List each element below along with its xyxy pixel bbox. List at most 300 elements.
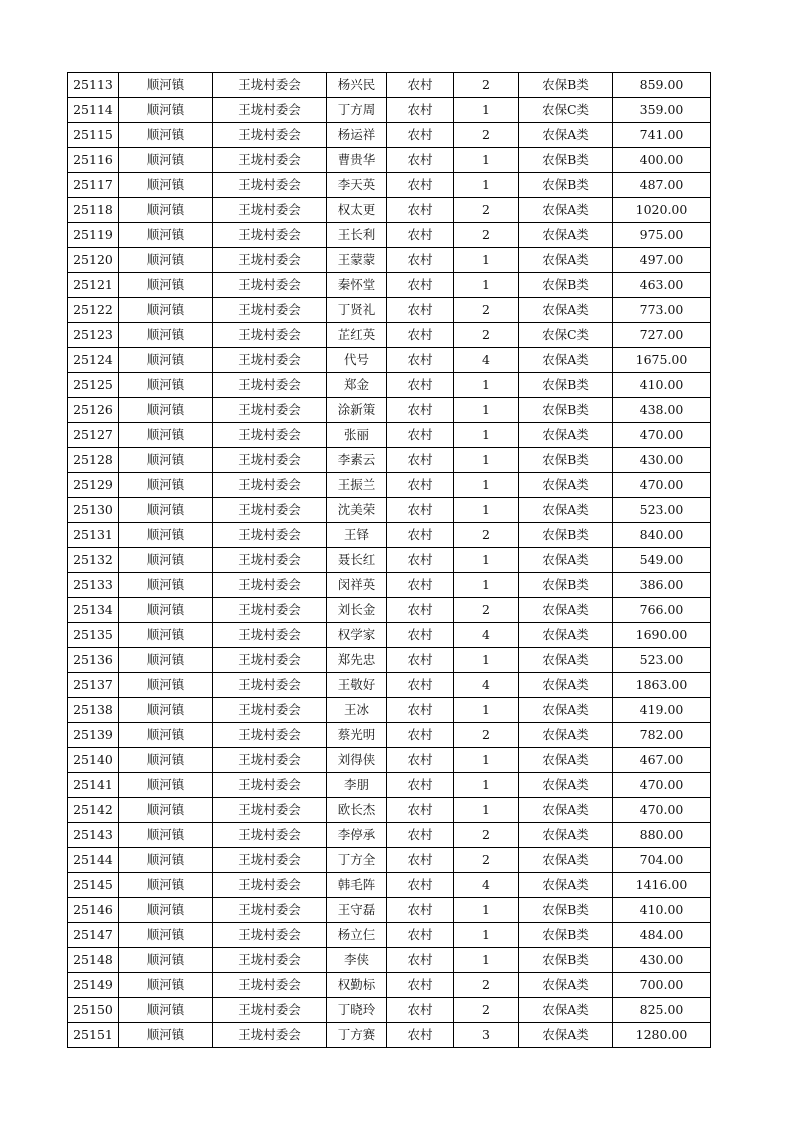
name-cell: 闵祥英 — [327, 573, 387, 598]
name-cell: 王铎 — [327, 523, 387, 548]
table-row — [68, 948, 711, 973]
household-count-cell: 1 — [454, 948, 519, 973]
insurance-category-cell: 农保A类 — [519, 798, 613, 823]
household-count-cell: 1 — [454, 548, 519, 573]
insurance-category-cell: 农保B类 — [519, 398, 613, 423]
amount-cell: 438.00 — [613, 398, 711, 423]
town-cell: 顺河镇 — [119, 1023, 213, 1048]
household-count-cell: 4 — [454, 348, 519, 373]
record-id-cell: 25131 — [68, 523, 119, 548]
area-type-cell: 农村 — [387, 448, 454, 473]
town-cell: 顺河镇 — [119, 398, 213, 423]
household-count-cell: 1 — [454, 748, 519, 773]
area-type-cell: 农村 — [387, 73, 454, 98]
table-row — [68, 573, 711, 598]
record-id-cell: 25121 — [68, 273, 119, 298]
household-count-cell: 4 — [454, 873, 519, 898]
village-committee-cell: 王垅村委会 — [213, 598, 327, 623]
table-row — [68, 348, 711, 373]
name-cell: 欧长杰 — [327, 798, 387, 823]
household-count-cell: 2 — [454, 198, 519, 223]
village-committee-cell: 王垅村委会 — [213, 573, 327, 598]
household-count-cell: 4 — [454, 673, 519, 698]
amount-cell: 1280.00 — [613, 1023, 711, 1048]
amount-cell: 470.00 — [613, 473, 711, 498]
area-type-cell: 农村 — [387, 248, 454, 273]
village-committee-cell: 王垅村委会 — [213, 323, 327, 348]
record-id-cell: 25138 — [68, 698, 119, 723]
area-type-cell: 农村 — [387, 548, 454, 573]
household-count-cell: 1 — [454, 923, 519, 948]
village-committee-cell: 王垅村委会 — [213, 73, 327, 98]
village-committee-cell: 王垅村委会 — [213, 998, 327, 1023]
amount-cell: 700.00 — [613, 973, 711, 998]
village-committee-cell: 王垅村委会 — [213, 798, 327, 823]
insurance-category-cell: 农保A类 — [519, 748, 613, 773]
insurance-category-cell: 农保A类 — [519, 223, 613, 248]
records-table — [67, 72, 711, 1048]
table-row — [68, 973, 711, 998]
record-id-cell: 25119 — [68, 223, 119, 248]
village-committee-cell: 王垅村委会 — [213, 623, 327, 648]
record-id-cell: 25139 — [68, 723, 119, 748]
record-id-cell: 25145 — [68, 873, 119, 898]
village-committee-cell: 王垅村委会 — [213, 373, 327, 398]
household-count-cell: 1 — [454, 248, 519, 273]
village-committee-cell: 王垅村委会 — [213, 1023, 327, 1048]
household-count-cell: 1 — [454, 423, 519, 448]
name-cell: 秦怀堂 — [327, 273, 387, 298]
table-row — [68, 223, 711, 248]
insurance-category-cell: 农保A类 — [519, 723, 613, 748]
household-count-cell: 1 — [454, 273, 519, 298]
household-count-cell: 2 — [454, 998, 519, 1023]
table-row — [68, 498, 711, 523]
amount-cell: 470.00 — [613, 423, 711, 448]
records-body — [68, 73, 711, 1048]
village-committee-cell: 王垅村委会 — [213, 348, 327, 373]
area-type-cell: 农村 — [387, 173, 454, 198]
insurance-category-cell: 农保B类 — [519, 523, 613, 548]
town-cell: 顺河镇 — [119, 173, 213, 198]
insurance-category-cell: 农保A类 — [519, 998, 613, 1023]
area-type-cell: 农村 — [387, 948, 454, 973]
household-count-cell: 1 — [454, 798, 519, 823]
village-committee-cell: 王垅村委会 — [213, 523, 327, 548]
insurance-category-cell: 农保A类 — [519, 473, 613, 498]
household-count-cell: 2 — [454, 848, 519, 873]
table-row — [68, 148, 711, 173]
area-type-cell: 农村 — [387, 98, 454, 123]
name-cell: 王守磊 — [327, 898, 387, 923]
name-cell: 聂长红 — [327, 548, 387, 573]
insurance-category-cell: 农保A类 — [519, 648, 613, 673]
area-type-cell: 农村 — [387, 973, 454, 998]
amount-cell: 463.00 — [613, 273, 711, 298]
record-id-cell: 25144 — [68, 848, 119, 873]
amount-cell: 430.00 — [613, 948, 711, 973]
table-row — [68, 823, 711, 848]
area-type-cell: 农村 — [387, 573, 454, 598]
insurance-category-cell: 农保B类 — [519, 373, 613, 398]
town-cell: 顺河镇 — [119, 298, 213, 323]
record-id-cell: 25122 — [68, 298, 119, 323]
amount-cell: 470.00 — [613, 773, 711, 798]
area-type-cell: 农村 — [387, 648, 454, 673]
record-id-cell: 25133 — [68, 573, 119, 598]
household-count-cell: 1 — [454, 398, 519, 423]
insurance-category-cell: 农保A类 — [519, 848, 613, 873]
amount-cell: 859.00 — [613, 73, 711, 98]
insurance-category-cell: 农保A类 — [519, 873, 613, 898]
name-cell: 王振兰 — [327, 473, 387, 498]
insurance-category-cell: 农保B类 — [519, 73, 613, 98]
amount-cell: 484.00 — [613, 923, 711, 948]
table-row — [68, 898, 711, 923]
insurance-category-cell: 农保B类 — [519, 573, 613, 598]
insurance-category-cell: 农保A类 — [519, 348, 613, 373]
household-count-cell: 1 — [454, 448, 519, 473]
record-id-cell: 25125 — [68, 373, 119, 398]
table-row — [68, 423, 711, 448]
town-cell: 顺河镇 — [119, 248, 213, 273]
area-type-cell: 农村 — [387, 598, 454, 623]
record-id-cell: 25130 — [68, 498, 119, 523]
table-row — [68, 198, 711, 223]
table-row — [68, 123, 711, 148]
name-cell: 李朋 — [327, 773, 387, 798]
name-cell: 王敬好 — [327, 673, 387, 698]
amount-cell: 840.00 — [613, 523, 711, 548]
name-cell: 张丽 — [327, 423, 387, 448]
household-count-cell: 1 — [454, 173, 519, 198]
area-type-cell: 农村 — [387, 873, 454, 898]
area-type-cell: 农村 — [387, 148, 454, 173]
village-committee-cell: 王垅村委会 — [213, 898, 327, 923]
household-count-cell: 2 — [454, 73, 519, 98]
record-id-cell: 25136 — [68, 648, 119, 673]
amount-cell: 741.00 — [613, 123, 711, 148]
area-type-cell: 农村 — [387, 773, 454, 798]
amount-cell: 549.00 — [613, 548, 711, 573]
record-id-cell: 25127 — [68, 423, 119, 448]
village-committee-cell: 王垅村委会 — [213, 698, 327, 723]
name-cell: 沈美荣 — [327, 498, 387, 523]
insurance-category-cell: 农保A类 — [519, 698, 613, 723]
town-cell: 顺河镇 — [119, 423, 213, 448]
area-type-cell: 农村 — [387, 798, 454, 823]
insurance-category-cell: 农保A类 — [519, 623, 613, 648]
insurance-category-cell: 农保A类 — [519, 773, 613, 798]
table-row — [68, 873, 711, 898]
insurance-category-cell: 农保B类 — [519, 148, 613, 173]
amount-cell: 470.00 — [613, 798, 711, 823]
village-committee-cell: 王垅村委会 — [213, 473, 327, 498]
name-cell: 曹贵华 — [327, 148, 387, 173]
village-committee-cell: 王垅村委会 — [213, 198, 327, 223]
town-cell: 顺河镇 — [119, 73, 213, 98]
table-row — [68, 748, 711, 773]
record-id-cell: 25117 — [68, 173, 119, 198]
town-cell: 顺河镇 — [119, 798, 213, 823]
record-id-cell: 25128 — [68, 448, 119, 473]
area-type-cell: 农村 — [387, 748, 454, 773]
town-cell: 顺河镇 — [119, 548, 213, 573]
household-count-cell: 4 — [454, 623, 519, 648]
amount-cell: 419.00 — [613, 698, 711, 723]
household-count-cell: 1 — [454, 498, 519, 523]
name-cell: 蔡光明 — [327, 723, 387, 748]
record-id-cell: 25142 — [68, 798, 119, 823]
village-committee-cell: 王垅村委会 — [213, 748, 327, 773]
area-type-cell: 农村 — [387, 673, 454, 698]
amount-cell: 487.00 — [613, 173, 711, 198]
household-count-cell: 2 — [454, 523, 519, 548]
amount-cell: 825.00 — [613, 998, 711, 1023]
area-type-cell: 农村 — [387, 423, 454, 448]
town-cell: 顺河镇 — [119, 523, 213, 548]
record-id-cell: 25115 — [68, 123, 119, 148]
village-committee-cell: 王垅村委会 — [213, 273, 327, 298]
town-cell: 顺河镇 — [119, 448, 213, 473]
name-cell: 杨立仨 — [327, 923, 387, 948]
insurance-category-cell: 农保B类 — [519, 923, 613, 948]
name-cell: 郑先忠 — [327, 648, 387, 673]
area-type-cell: 农村 — [387, 273, 454, 298]
town-cell: 顺河镇 — [119, 873, 213, 898]
area-type-cell: 农村 — [387, 848, 454, 873]
table-row — [68, 373, 711, 398]
household-count-cell: 2 — [454, 598, 519, 623]
record-id-cell: 25132 — [68, 548, 119, 573]
name-cell: 丁晓玲 — [327, 998, 387, 1023]
household-count-cell: 2 — [454, 223, 519, 248]
town-cell: 顺河镇 — [119, 998, 213, 1023]
record-id-cell: 25148 — [68, 948, 119, 973]
name-cell: 芷红英 — [327, 323, 387, 348]
amount-cell: 410.00 — [613, 373, 711, 398]
village-committee-cell: 王垅村委会 — [213, 873, 327, 898]
name-cell: 丁方全 — [327, 848, 387, 873]
table-row — [68, 998, 711, 1023]
name-cell: 杨兴民 — [327, 73, 387, 98]
name-cell: 李素云 — [327, 448, 387, 473]
household-count-cell: 1 — [454, 148, 519, 173]
table-row — [68, 598, 711, 623]
area-type-cell: 农村 — [387, 323, 454, 348]
insurance-category-cell: 农保C类 — [519, 323, 613, 348]
village-committee-cell: 王垅村委会 — [213, 223, 327, 248]
table-row — [68, 923, 711, 948]
table-row — [68, 523, 711, 548]
amount-cell: 1416.00 — [613, 873, 711, 898]
amount-cell: 523.00 — [613, 648, 711, 673]
record-id-cell: 25114 — [68, 98, 119, 123]
town-cell: 顺河镇 — [119, 973, 213, 998]
town-cell: 顺河镇 — [119, 723, 213, 748]
village-committee-cell: 王垅村委会 — [213, 148, 327, 173]
town-cell: 顺河镇 — [119, 948, 213, 973]
insurance-category-cell: 农保A类 — [519, 598, 613, 623]
name-cell: 李侠 — [327, 948, 387, 973]
record-id-cell: 25134 — [68, 598, 119, 623]
table-row — [68, 1023, 711, 1048]
town-cell: 顺河镇 — [119, 648, 213, 673]
village-committee-cell: 王垅村委会 — [213, 448, 327, 473]
amount-cell: 880.00 — [613, 823, 711, 848]
area-type-cell: 农村 — [387, 223, 454, 248]
village-committee-cell: 王垅村委会 — [213, 648, 327, 673]
name-cell: 韩毛阵 — [327, 873, 387, 898]
name-cell: 丁方周 — [327, 98, 387, 123]
table-row — [68, 673, 711, 698]
record-id-cell: 25118 — [68, 198, 119, 223]
household-count-cell: 2 — [454, 323, 519, 348]
area-type-cell: 农村 — [387, 473, 454, 498]
table-row — [68, 798, 711, 823]
insurance-category-cell: 农保B类 — [519, 948, 613, 973]
amount-cell: 497.00 — [613, 248, 711, 273]
record-id-cell: 25120 — [68, 248, 119, 273]
household-count-cell: 1 — [454, 373, 519, 398]
record-id-cell: 25143 — [68, 823, 119, 848]
amount-cell: 359.00 — [613, 98, 711, 123]
table-row — [68, 248, 711, 273]
insurance-category-cell: 农保A类 — [519, 823, 613, 848]
table-row — [68, 323, 711, 348]
name-cell: 刘得侠 — [327, 748, 387, 773]
insurance-category-cell: 农保A类 — [519, 973, 613, 998]
name-cell: 王冰 — [327, 698, 387, 723]
household-count-cell: 3 — [454, 1023, 519, 1048]
name-cell: 李停承 — [327, 823, 387, 848]
table-row — [68, 173, 711, 198]
record-id-cell: 25146 — [68, 898, 119, 923]
area-type-cell: 农村 — [387, 698, 454, 723]
record-id-cell: 25123 — [68, 323, 119, 348]
record-id-cell: 25149 — [68, 973, 119, 998]
area-type-cell: 农村 — [387, 823, 454, 848]
town-cell: 顺河镇 — [119, 473, 213, 498]
insurance-category-cell: 农保A类 — [519, 198, 613, 223]
village-committee-cell: 王垅村委会 — [213, 848, 327, 873]
record-id-cell: 25141 — [68, 773, 119, 798]
town-cell: 顺河镇 — [119, 598, 213, 623]
town-cell: 顺河镇 — [119, 498, 213, 523]
name-cell: 李天英 — [327, 173, 387, 198]
insurance-category-cell: 农保A类 — [519, 548, 613, 573]
insurance-category-cell: 农保C类 — [519, 98, 613, 123]
amount-cell: 1020.00 — [613, 198, 711, 223]
insurance-category-cell: 农保A类 — [519, 123, 613, 148]
area-type-cell: 农村 — [387, 198, 454, 223]
record-id-cell: 25113 — [68, 73, 119, 98]
insurance-category-cell: 农保A类 — [519, 673, 613, 698]
record-id-cell: 25147 — [68, 923, 119, 948]
table-row — [68, 648, 711, 673]
town-cell: 顺河镇 — [119, 773, 213, 798]
town-cell: 顺河镇 — [119, 698, 213, 723]
household-count-cell: 1 — [454, 898, 519, 923]
area-type-cell: 农村 — [387, 923, 454, 948]
table-row — [68, 623, 711, 648]
record-id-cell: 25135 — [68, 623, 119, 648]
amount-cell: 1675.00 — [613, 348, 711, 373]
town-cell: 顺河镇 — [119, 898, 213, 923]
record-id-cell: 25126 — [68, 398, 119, 423]
record-id-cell: 25124 — [68, 348, 119, 373]
name-cell: 王蒙蒙 — [327, 248, 387, 273]
table-row — [68, 98, 711, 123]
town-cell: 顺河镇 — [119, 198, 213, 223]
amount-cell: 523.00 — [613, 498, 711, 523]
area-type-cell: 农村 — [387, 498, 454, 523]
household-count-cell: 1 — [454, 698, 519, 723]
area-type-cell: 农村 — [387, 523, 454, 548]
insurance-category-cell: 农保A类 — [519, 248, 613, 273]
table-row — [68, 723, 711, 748]
table-row — [68, 773, 711, 798]
household-count-cell: 2 — [454, 823, 519, 848]
village-committee-cell: 王垅村委会 — [213, 973, 327, 998]
village-committee-cell: 王垅村委会 — [213, 298, 327, 323]
town-cell: 顺河镇 — [119, 98, 213, 123]
name-cell: 涂新策 — [327, 398, 387, 423]
table-row — [68, 298, 711, 323]
amount-cell: 773.00 — [613, 298, 711, 323]
household-count-cell: 2 — [454, 298, 519, 323]
name-cell: 王长利 — [327, 223, 387, 248]
town-cell: 顺河镇 — [119, 748, 213, 773]
amount-cell: 766.00 — [613, 598, 711, 623]
household-count-cell: 1 — [454, 98, 519, 123]
name-cell: 权勤标 — [327, 973, 387, 998]
village-committee-cell: 王垅村委会 — [213, 248, 327, 273]
name-cell: 郑金 — [327, 373, 387, 398]
town-cell: 顺河镇 — [119, 123, 213, 148]
town-cell: 顺河镇 — [119, 573, 213, 598]
household-count-cell: 1 — [454, 473, 519, 498]
amount-cell: 1863.00 — [613, 673, 711, 698]
village-committee-cell: 王垅村委会 — [213, 723, 327, 748]
village-committee-cell: 王垅村委会 — [213, 98, 327, 123]
household-count-cell: 1 — [454, 648, 519, 673]
record-id-cell: 25150 — [68, 998, 119, 1023]
name-cell: 权太更 — [327, 198, 387, 223]
name-cell: 刘长金 — [327, 598, 387, 623]
area-type-cell: 农村 — [387, 898, 454, 923]
table-row — [68, 448, 711, 473]
area-type-cell: 农村 — [387, 1023, 454, 1048]
area-type-cell: 农村 — [387, 373, 454, 398]
household-count-cell: 1 — [454, 573, 519, 598]
village-committee-cell: 王垅村委会 — [213, 423, 327, 448]
town-cell: 顺河镇 — [119, 323, 213, 348]
village-committee-cell: 王垅村委会 — [213, 773, 327, 798]
table-row — [68, 73, 711, 98]
amount-cell: 704.00 — [613, 848, 711, 873]
table-row — [68, 273, 711, 298]
town-cell: 顺河镇 — [119, 373, 213, 398]
village-committee-cell: 王垅村委会 — [213, 948, 327, 973]
amount-cell: 782.00 — [613, 723, 711, 748]
table-row — [68, 473, 711, 498]
amount-cell: 1690.00 — [613, 623, 711, 648]
insurance-category-cell: 农保B类 — [519, 448, 613, 473]
area-type-cell: 农村 — [387, 348, 454, 373]
town-cell: 顺河镇 — [119, 273, 213, 298]
insurance-category-cell: 农保A类 — [519, 498, 613, 523]
